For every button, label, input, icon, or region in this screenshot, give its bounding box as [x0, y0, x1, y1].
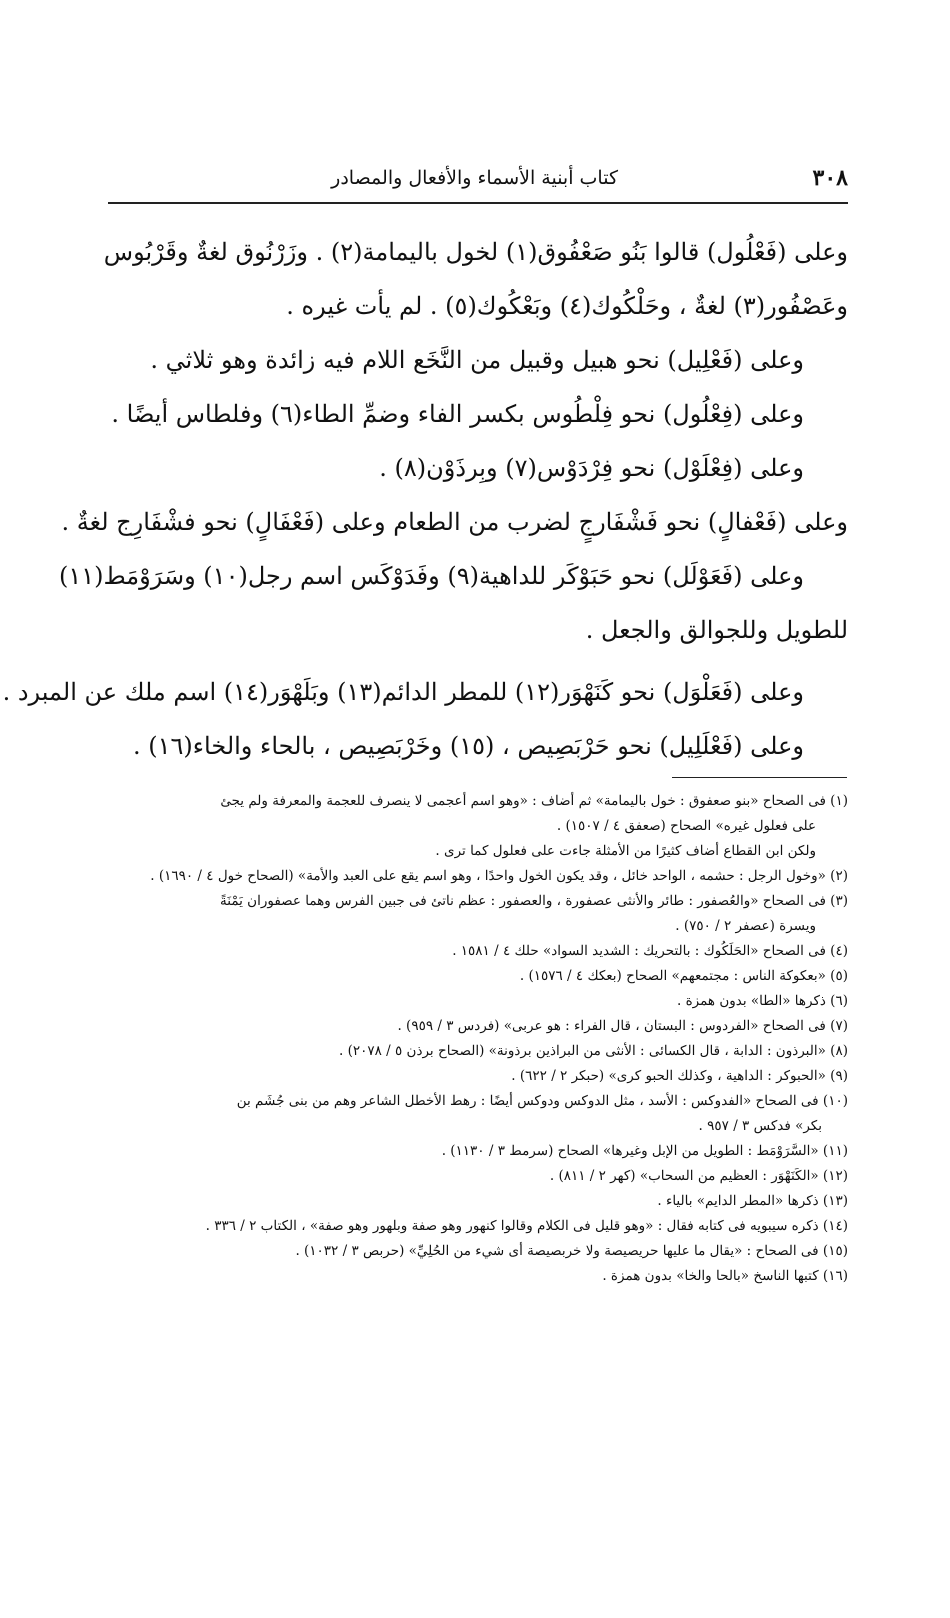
body-line: وعلى (فَعْلُول) قالوا بَنُو صَعْفُوق(١) لخول باليمامة(٢) . وزَرْنُوق لغةٌ وقَرْبُوس — [103, 238, 848, 266]
footnotes — [108, 789, 848, 1289]
body-line: وعلى (فَعْفالٍ) نحو فَشْفَارجٍ لضرب من الطعام وعلى (فَعْفَالٍ) نحو فشْفَارِج لغةٌ . — [61, 508, 848, 536]
page-number: ٣٠٨ — [812, 165, 848, 191]
footnote: (٨) «البرذون : الدابة ، قال الكسائى : الأنثى من البراذين برذونة» (الصحاح برذن ٥ / ٢٠٧٨) . — [338, 1043, 848, 1059]
footnote: (٢) «وخول الرجل : حشمه ، الواحد خائل ، وقد يكون الخول واحدًا ، وهو اسم يقع على العبد والأمة» (الصحاح خول ٤ / ١٦٩٠) . — [150, 868, 848, 884]
footnote: (١) فى الصحاح «بنو صعفوق : خول باليمامة» ثم أضاف : «وهو اسم أعجمى لا ينصرف للعجمة والمعرفة ولم يجئ — [220, 793, 848, 809]
body-line: وعلى (فَعَوْلَل) نحو حَبَوْكَر للداهية(٩) وفَدَوْكَس اسم رجل(١٠) وسَرَوْمَط(١١) — [58, 562, 804, 590]
footnote: (٥) «بعكوكة الناس : مجتمعهم» الصحاح (بعكك ٤ / ١٥٧٦) . — [519, 968, 848, 984]
footnote: (٧) فى الصحاح «الفردوس : البستان ، قال الفراء : هو عربى» (فردس ٣ / ٩٥٩) . — [397, 1018, 848, 1034]
running-title: كتاب أبنية الأسماء والأفعال والمصادر — [331, 167, 618, 189]
footnote-continuation: ولكن ابن القطاع أضاف كثيرًا من الأمثلة جاءت على فعلول كما ترى . — [435, 843, 816, 859]
body-line: وعلى (فَعَلْوَل) نحو كَنَهْوَر(١٢) للمطر الدائم(١٣) وبَلَهْوَر(١٤) اسم ملك عن المبرد . — [2, 678, 804, 706]
footnote-continuation: ويسرة (عصفر ٢ / ٧٥٠) . — [675, 918, 816, 934]
footnote: (٤) فى الصحاح «الحَلَكُوك : بالتحريك : الشديد السواد» حلك ٤ / ١٥٨١ . — [452, 943, 848, 959]
body-line: وعلى (فَعْلِيل) نحو هبيل وقبيل من النَّخَع اللام فيه زائدة وهو ثلاثي . — [150, 346, 804, 374]
footnote: (٩) «الحبوكر : الداهية ، وكذلك الحبو كرى» (حبكر ٢ / ٦٢٢) . — [511, 1068, 848, 1084]
footnote: (١٣) ذكرها «المطر الدايم» بالياء . — [657, 1193, 848, 1209]
footnote: (١٥) فى الصحاح : «يقال ما عليها حريصيصة ولا خربصيصة أى شيء من الحُلِيِّ» (حربص ٣ / ١٠٣٢) . — [295, 1243, 848, 1259]
footnote: (١١) «السَّرَوْمَط : الطويل من الإبل وغيرها» الصحاح (سرمط ٣ / ١١٣٠) . — [441, 1143, 848, 1159]
body-line: وعَصْفُور(٣) لغةٌ ، وحَلْكُوك(٤) وبَعْكُوك(٥) . لم يأت غيره . — [286, 292, 848, 320]
footnote: (١٤) ذكره سيبويه فى كتابه فقال : «وهو قليل فى الكلام وقالوا كنهور وهو صفة وبلهور وهو صفة» ، الكتاب ٢ / ٣٣٦ . — [205, 1218, 848, 1234]
footnote-continuation: بكر» فدكس ٣ / ٩٥٧ . — [698, 1118, 822, 1134]
footnote: (٣) فى الصحاح «والعُصفور : طائر والأنثى عصفورة ، والعصفور : عظم ناتئ فى جبين الفرس وهما عصفوران يَمْنَةً — [220, 893, 848, 909]
footnote: (٦) ذكرها «الطا» بدون همزة . — [677, 993, 848, 1009]
main-text — [2, 225, 848, 773]
body-line: وعلى (فِعْلُول) نحو فِلْطُوس بكسر الفاء وضمِّ الطاء(٦) وفلطاس أيضًا . — [111, 400, 804, 428]
footnote-continuation: على فعلول غيره» الصحاح (صعفق ٤ / ١٥٠٧) . — [556, 818, 816, 834]
page-header — [108, 163, 848, 197]
footnote: (١٠) فى الصحاح «الفدوكس : الأسد ، مثل الدوكس ودوكس أيضًا : رهط الأخطل الشاعر وهم من بنى جُشَم بن — [236, 1093, 848, 1109]
footnote: (١٢) «الكَنَهْوَر : العظيم من السحاب» (كهر ٢ / ٨١١) . — [549, 1168, 848, 1184]
body-line: وعلى (فَعْلَلِيل) نحو حَرْبَصِيص ، (١٥) وخَرْبَصِيص ، بالحاء والخاء(١٦) . — [132, 732, 804, 760]
body-line: وعلى (فِعْلَوْل) نحو فِرْدَوْس(٧) وبِرذَوْن(٨) . — [379, 454, 804, 482]
header-rule — [108, 202, 848, 204]
body-line: للطويل وللجوالق والجعل . — [585, 616, 848, 644]
footnote-rule — [672, 777, 847, 778]
footnote: (١٦) كتبها الناسخ «بالحا والخا» بدون همزة . — [602, 1268, 848, 1284]
